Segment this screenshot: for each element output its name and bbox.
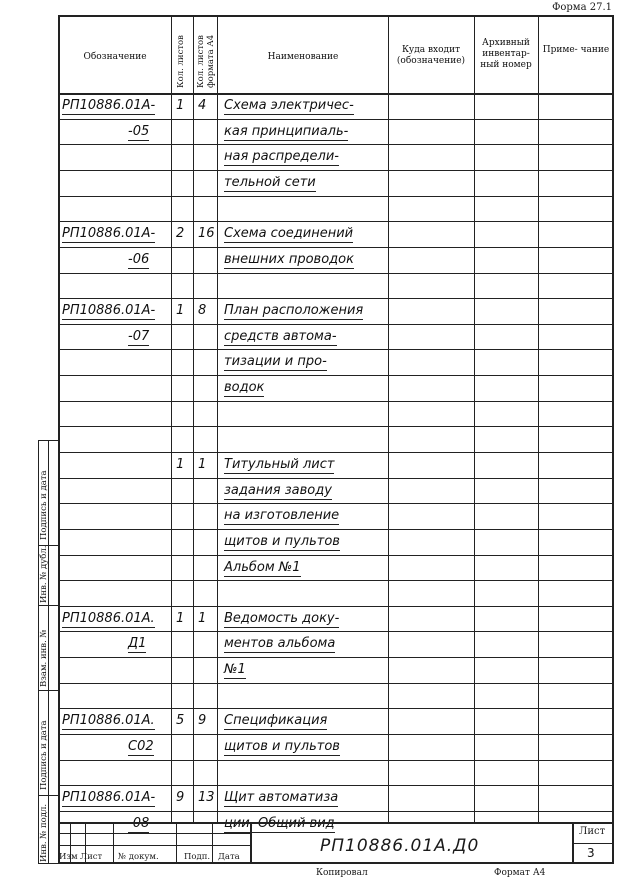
row-divider: [58, 375, 614, 376]
name-cell: Щит автоматиза: [224, 790, 339, 806]
name-cell: Спецификация: [224, 713, 328, 729]
name-cell: ции. Общий вид: [224, 815, 335, 831]
row-divider: [58, 785, 614, 786]
sheets-a4-cell: 9: [198, 713, 207, 729]
row-divider: [58, 760, 614, 761]
sheets-cell: 5: [176, 713, 185, 729]
sheets-a4-cell: 1: [198, 457, 207, 472]
designation-cell: РП10886.01А-: [62, 98, 156, 113]
sheets-a4-cell: 8: [198, 303, 207, 319]
name-cell: внешних проводок: [224, 251, 354, 267]
sheets-cell: 1: [176, 303, 185, 319]
name-cell: задания заводу: [224, 482, 332, 498]
sheets-a4-cell: 4: [198, 98, 207, 113]
name-cell: тизации и про-: [224, 354, 327, 370]
row-divider: [58, 478, 614, 479]
side-label-inv-podl: Инв. № подл.: [39, 803, 49, 862]
row-divider: [58, 221, 614, 222]
designation-cell: РП10886.01А.: [62, 610, 155, 626]
row-divider: [58, 503, 614, 504]
name-cell: щитов и пультов: [224, 533, 340, 549]
designation-cell: Д1: [128, 636, 147, 652]
row-divider: [58, 426, 614, 427]
row-divider: [58, 196, 614, 197]
row-divider: [58, 273, 614, 274]
name-cell: Альбом №1: [224, 559, 301, 575]
stamp-izm: Изм: [59, 852, 78, 862]
header-note: Приме- чание: [542, 45, 610, 55]
name-cell: водок: [224, 380, 265, 395]
designation-cell: -06: [128, 251, 150, 267]
designation-cell: -08: [128, 815, 150, 831]
outer-frame: [58, 15, 614, 864]
header-sheets-a4: Кол. листов формата А4: [196, 34, 216, 88]
sheets-cell: 9: [176, 790, 185, 806]
name-cell: кая принципиаль-: [224, 123, 349, 139]
header-where-used: Куда входит (обозначение): [396, 45, 466, 66]
row-divider: [58, 119, 614, 120]
name-cell: тельной сети: [224, 174, 316, 190]
name-cell: Схема соединений: [224, 226, 354, 242]
row-divider: [58, 298, 614, 299]
stamp-podp: Подп.: [184, 852, 211, 862]
header-archive-no: Архивный инвентар- ный номер: [480, 38, 532, 70]
name-cell: Титульный лист: [224, 457, 335, 472]
header-name: Наименование: [267, 52, 339, 62]
name-cell: средств автома-: [224, 328, 337, 344]
name-cell: Схема электричес-: [224, 98, 354, 113]
designation-cell: РП10886.01А-: [62, 303, 156, 319]
row-divider: [58, 606, 614, 607]
row-divider: [58, 247, 614, 248]
row-divider: [58, 580, 614, 581]
row-divider: [58, 811, 614, 812]
stamp-list-number: 3: [587, 846, 595, 860]
designation-cell: С02: [128, 739, 154, 754]
row-divider: [58, 683, 614, 684]
row-divider: [58, 170, 614, 171]
row-divider: [58, 708, 614, 709]
name-cell: План расположения: [224, 303, 364, 319]
name-cell: щитов и пультов: [224, 739, 340, 754]
side-label-sign-date-2: Подпись и дата: [39, 720, 49, 790]
stamp-code: РП10886.01А.Д0: [320, 836, 480, 856]
footer-format: Формат А4: [494, 868, 546, 878]
designation-cell: РП10886.01А-: [62, 790, 156, 806]
name-cell: ментов альбома: [224, 636, 336, 652]
form-number: Форма 27.1: [552, 2, 612, 13]
sheets-a4-cell: 1: [198, 610, 207, 626]
name-cell: №1: [224, 662, 246, 678]
designation-cell: РП10886.01А-: [62, 226, 156, 242]
row-divider: [58, 452, 614, 453]
row-divider: [58, 734, 614, 735]
row-divider: [58, 349, 614, 350]
header-sheets-count: Кол. листов: [176, 35, 186, 88]
row-divider: [58, 657, 614, 658]
side-label-inv-dubl: Инв. № дубл.: [39, 545, 49, 603]
sheets-cell: 2: [176, 226, 185, 242]
designation-cell: -05: [128, 123, 150, 139]
name-cell: ная распредели-: [224, 149, 339, 165]
stamp-doc-no: № докум.: [118, 852, 159, 862]
sheets-cell: 1: [176, 457, 185, 472]
row-divider: [58, 144, 614, 145]
row-divider: [58, 529, 614, 530]
designation-cell: РП10886.01А.: [62, 713, 155, 729]
side-label-sign-date-1: Подпись и дата: [39, 470, 49, 540]
row-divider: [58, 631, 614, 632]
sheets-cell: 1: [176, 610, 185, 626]
stamp-list: Лист: [80, 852, 103, 862]
name-cell: на изготовление: [224, 508, 340, 524]
header-designation: Обозначение: [83, 52, 147, 62]
footer-copied: Копировал: [316, 868, 368, 878]
stamp-data: Дата: [218, 852, 240, 862]
name-cell: Ведомость доку-: [224, 610, 340, 626]
sheets-a4-cell: 16: [198, 226, 215, 242]
row-divider: [58, 401, 614, 402]
side-label-vzam-inv: Взам. инв. №: [39, 629, 49, 687]
row-divider: [58, 324, 614, 325]
sheets-a4-cell: 13: [198, 790, 215, 806]
row-divider: [58, 555, 614, 556]
sheets-cell: 1: [176, 98, 185, 113]
designation-cell: -07: [128, 328, 150, 344]
stamp-list-label: Лист: [579, 826, 606, 837]
